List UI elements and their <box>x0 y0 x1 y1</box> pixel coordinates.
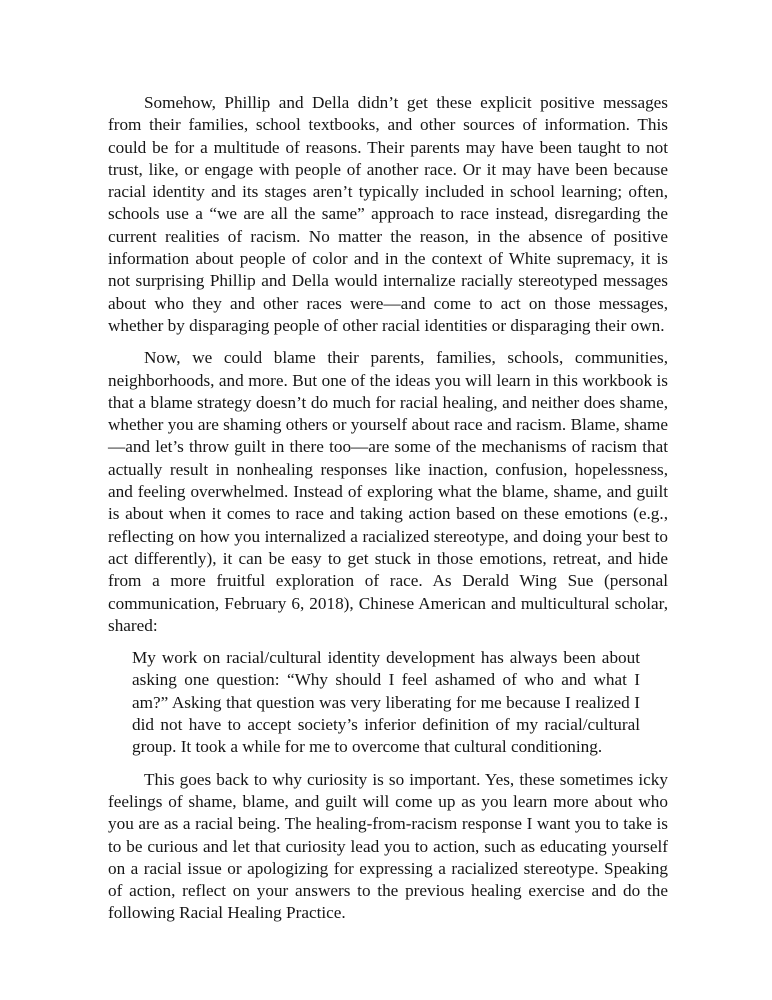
block-quote: My work on racial/cultural identity development has always been about asking one question: “Why should I feel ashamed of who and what I am?” Asking that question was very liberating for me because I realized I did not have to accept society’s inferior definition of my racial/cultural group. It took a while for me to overcome that cultural conditioning. <box>132 648 640 757</box>
paragraph-1: Somehow, Phillip and Della didn’t get these explicit positive messages from their families, school textbooks, and other sources of information. This could be for a multitude of reasons. Their parents may have been taught to not trust, like, or engage with people of another race. Or it may have been because racial identity and its stages aren’t typically included in school learning; often, schools use a “we are all the same” approach to race instead, disregarding the current realities of racism. No matter the reason, in the absence of positive information about people of color and in the context of White supremacy, it is not surprising Phillip and Della would internalize racially stereotyped messages about who they and other races were—and come to act on those messages, whether by disparaging people of other racial identities or disparaging their own. <box>108 93 668 335</box>
document-page <box>108 92 668 925</box>
paragraph-2: Now, we could blame their parents, families, schools, communities, neighborhoods, and more. But one of the ideas you will learn in this workbook is that a blame strategy doesn’t do much for racial healing, and neither does shame, whether you are shaming others or yourself about race and racism. Blame, shame—and let’s throw guilt in there too—are some of the mechanisms of racism that actually result in nonhealing responses like inaction, confusion, hopelessness, and feeling overwhelmed. Instead of exploring what the blame, shame, and guilt is about when it comes to race and taking action based on these emotions (e.g., reflecting on how you internalized a racialized stereotype, and doing your best to act differently), it can be easy to get stuck in those emotions, retreat, and hide from a more fruitful exploration of race. As Derald Wing Sue (personal communication, February 6, 2018), Chinese American and multicultural scholar, shared: <box>108 348 668 635</box>
paragraph-3: This goes back to why curiosity is so important. Yes, these sometimes icky feelings of shame, blame, and guilt will come up as you learn more about who you are as a racial being. The healing-from-racism response I want you to take is to be curious and let that curiosity lead you to action, such as educating yourself on a racial issue or apologizing for expressing a racialized stereotype. Speaking of action, reflect on your answers to the previous healing exercise and do the following Racial Healing Practice. <box>108 769 668 923</box>
